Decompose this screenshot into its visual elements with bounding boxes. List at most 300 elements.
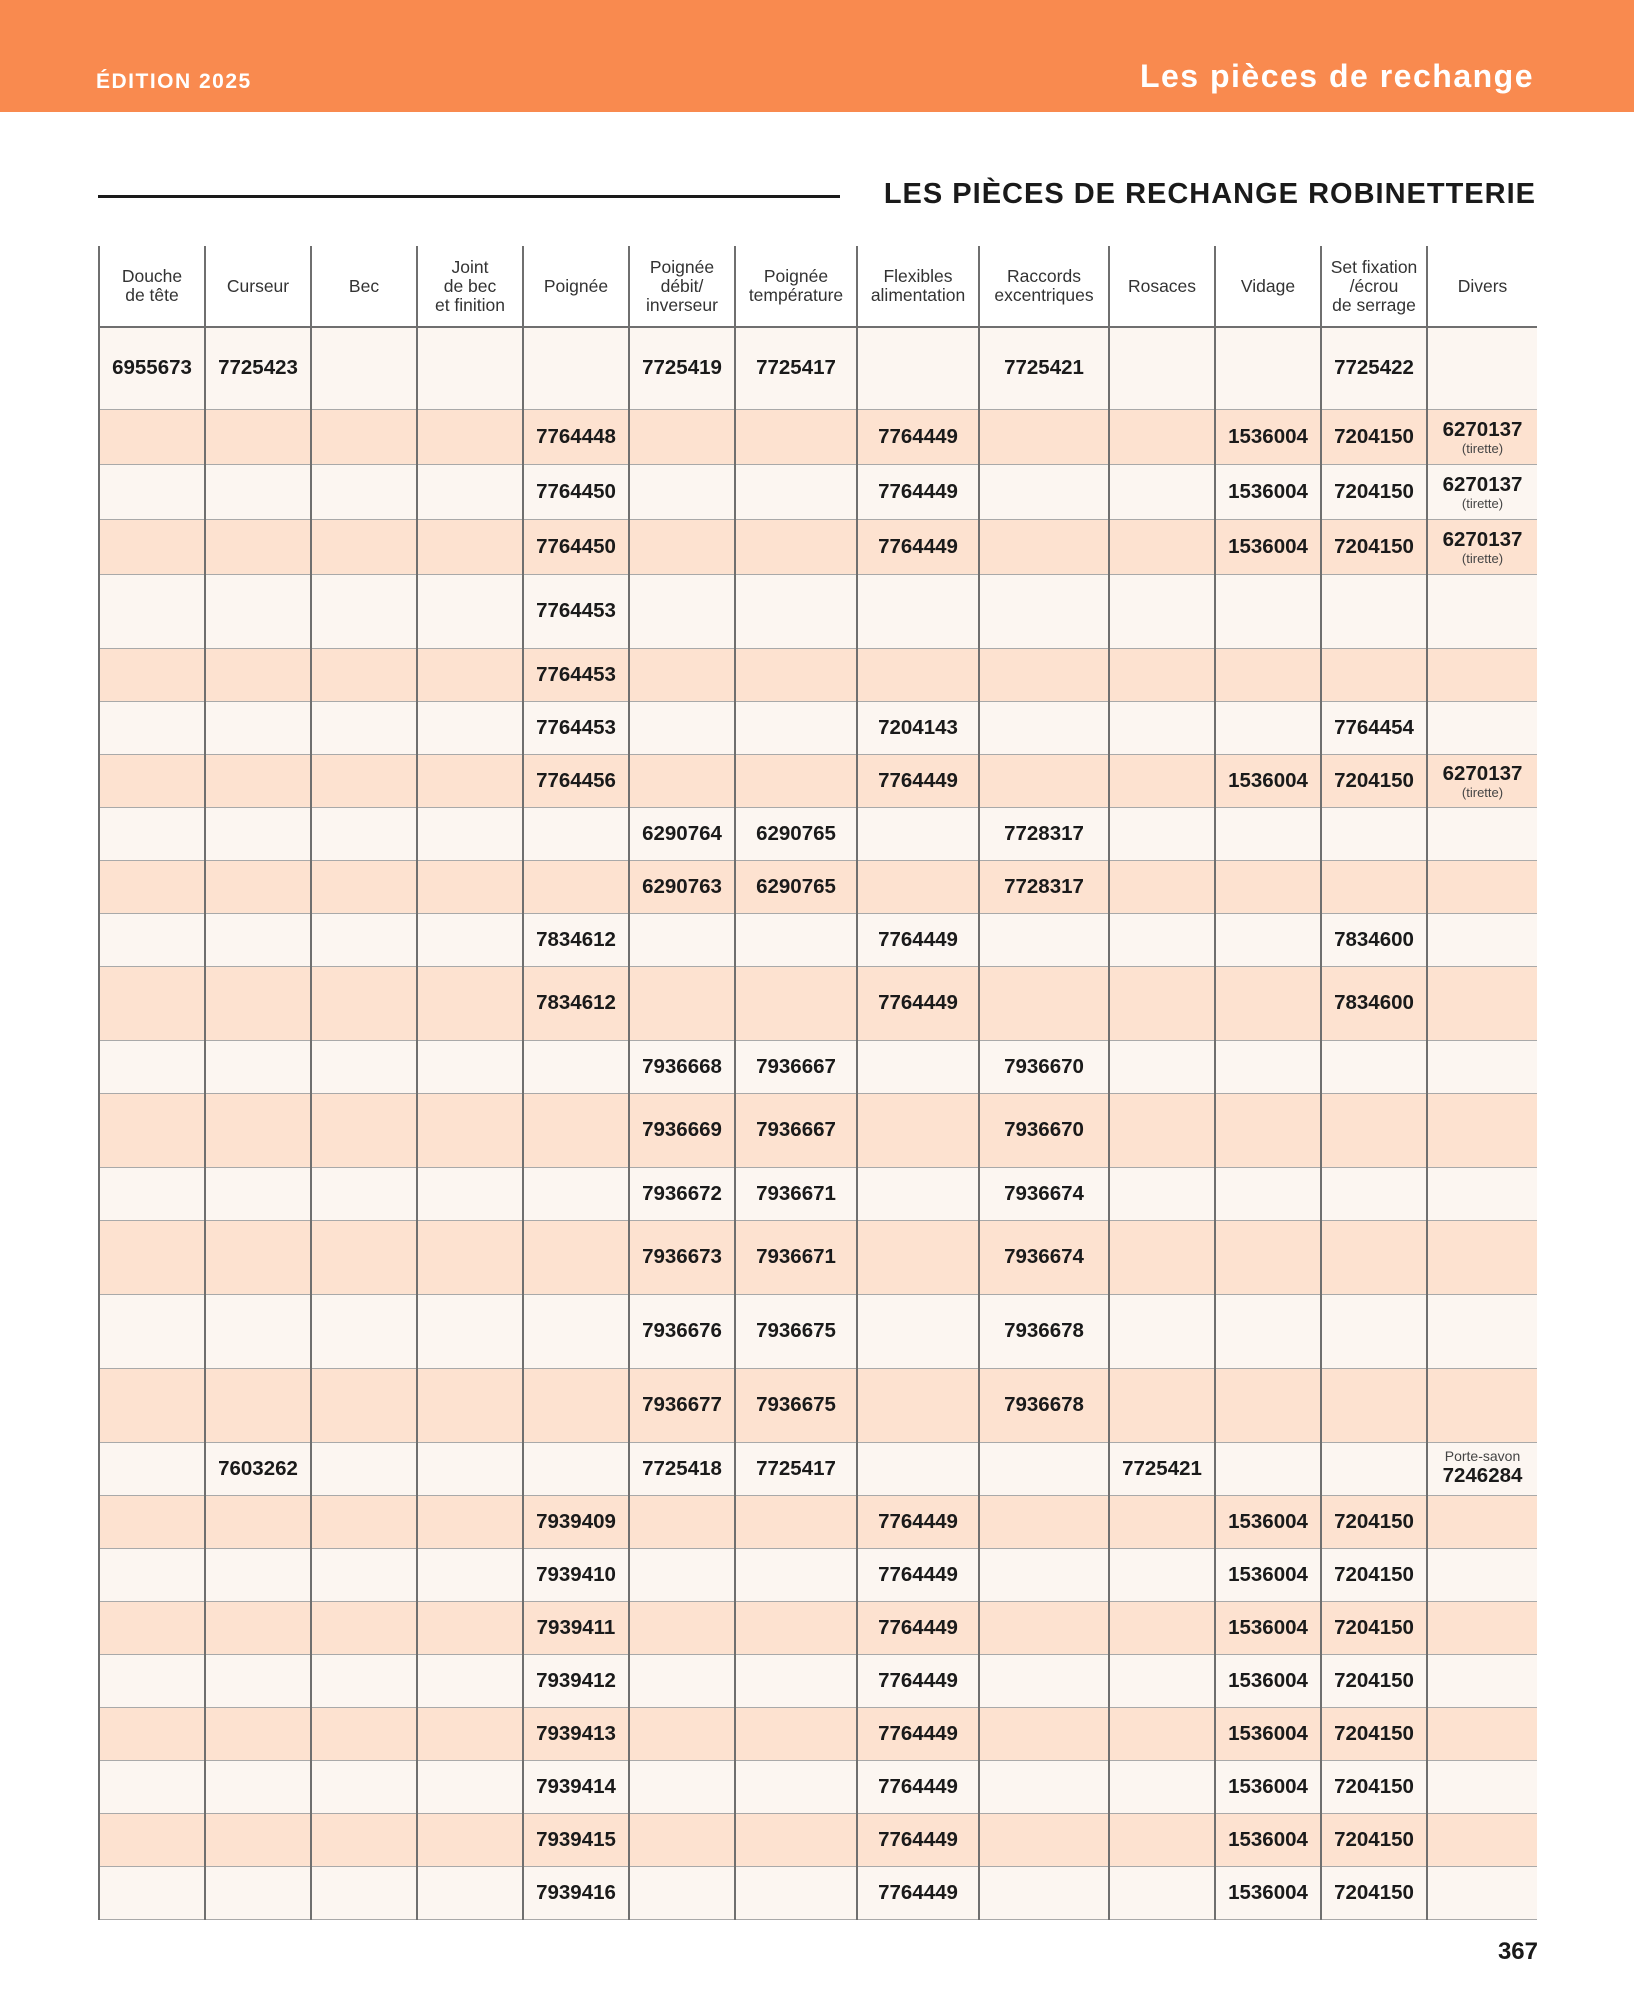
table-cell (1215, 913, 1321, 966)
table-cell (629, 966, 735, 1040)
table-row (99, 464, 1537, 519)
table-cell (857, 1040, 979, 1093)
table-cell (1321, 1093, 1427, 1167)
table-cell (1109, 327, 1215, 409)
table-cell (629, 1548, 735, 1601)
table-cell (629, 913, 735, 966)
table-cell (857, 574, 979, 648)
table-cell: 7936675 (735, 1368, 857, 1442)
table-cell (311, 1220, 417, 1294)
column-header (979, 246, 1109, 327)
table-cell: 7764449 (857, 1813, 979, 1866)
table-cell (1321, 1167, 1427, 1220)
column-header-line: Douche (121, 266, 183, 286)
table-cell: 1536004 (1215, 1654, 1321, 1707)
table-cell (735, 1654, 857, 1707)
table-cell (735, 1813, 857, 1866)
table-cell (205, 1654, 311, 1707)
table-cell (417, 1495, 523, 1548)
table-cell: 7939415 (523, 1813, 629, 1866)
column-header (99, 246, 205, 327)
table-row (99, 754, 1537, 807)
table-cell (99, 1093, 205, 1167)
table-row (99, 1654, 1537, 1707)
table-cell (99, 1294, 205, 1368)
table-cell (857, 807, 979, 860)
table-cell: 7603262 (205, 1442, 311, 1495)
divers-code: 6270137 (1442, 418, 1523, 441)
column-header (1427, 246, 1537, 327)
table-cell (311, 1093, 417, 1167)
table-cell (417, 1368, 523, 1442)
table-row (99, 1548, 1537, 1601)
table-cell (1215, 648, 1321, 701)
table-cell (205, 1760, 311, 1813)
table-cell: 7936676 (629, 1294, 735, 1368)
table-cell (99, 1601, 205, 1654)
table-cell (979, 574, 1109, 648)
column-header (311, 246, 417, 327)
table-cell (1321, 574, 1427, 648)
column-header-line: Poignée (543, 275, 609, 296)
table-cell (523, 1040, 629, 1093)
table-cell: 7204150 (1321, 1813, 1427, 1866)
edition-label: ÉDITION 2025 (96, 70, 252, 93)
table-cell (1109, 1813, 1215, 1866)
table-body (99, 327, 1537, 1919)
table-row (99, 701, 1537, 754)
table-cell (1109, 1548, 1215, 1601)
table-cell (417, 574, 523, 648)
table-row (99, 1220, 1537, 1294)
table-cell (629, 1707, 735, 1760)
table-cell: 7936673 (629, 1220, 735, 1294)
table-cell: 6290764 (629, 807, 735, 860)
table-cell (1109, 1760, 1215, 1813)
table-cell (979, 701, 1109, 754)
table-cell: 7728317 (979, 807, 1109, 860)
table-cell (99, 519, 205, 574)
table-cell: 7725423 (205, 327, 311, 409)
table-cell: 7936675 (735, 1294, 857, 1368)
table-cell (99, 1442, 205, 1495)
table-cell: 7204150 (1321, 1495, 1427, 1548)
column-header-line: de tête (125, 285, 179, 305)
table-cell: 7204143 (857, 701, 979, 754)
table-cell (1109, 1601, 1215, 1654)
table-cell (311, 1813, 417, 1866)
table-cell: 7936672 (629, 1167, 735, 1220)
table-cell (417, 1167, 523, 1220)
table-cell: 7764456 (523, 754, 629, 807)
table-cell (979, 1548, 1109, 1601)
column-header (417, 246, 523, 327)
column-header-line: de bec (443, 275, 497, 296)
table-cell: 7764449 (857, 966, 979, 1040)
table-cell (1215, 860, 1321, 913)
table-cell (205, 1368, 311, 1442)
column-header-line: alimentation (870, 285, 966, 305)
table-cell (1215, 1442, 1321, 1495)
table-cell: 7204150 (1321, 754, 1427, 807)
table-cell (1109, 1294, 1215, 1368)
table-cell (311, 1167, 417, 1220)
divers-code: 6270137 (1442, 762, 1523, 785)
table-cell (99, 860, 205, 913)
divers-code: 6270137 (1442, 473, 1523, 496)
table-cell (417, 1760, 523, 1813)
table-row (99, 1707, 1537, 1760)
table-row (99, 648, 1537, 701)
table-cell (1321, 807, 1427, 860)
table-cell (1427, 807, 1537, 860)
table-cell: 7204150 (1321, 1707, 1427, 1760)
table-cell (205, 913, 311, 966)
table-cell (979, 1495, 1109, 1548)
column-header (857, 246, 979, 327)
table-cell: 7725422 (1321, 327, 1427, 409)
table-cell: 7764450 (523, 464, 629, 519)
table-cell: 7939411 (523, 1601, 629, 1654)
table-cell: 7764449 (857, 1601, 979, 1654)
table-cell (1427, 574, 1537, 648)
table-cell (1427, 1167, 1537, 1220)
table-cell (417, 1813, 523, 1866)
table-cell (311, 1548, 417, 1601)
table-cell: 7936678 (979, 1294, 1109, 1368)
table-cell: 7764449 (857, 1760, 979, 1813)
column-header-line: inverseur (646, 294, 718, 315)
table-cell (99, 574, 205, 648)
table-cell (205, 1040, 311, 1093)
section-title: Les pièces de rechange (1139, 58, 1534, 94)
table-row (99, 807, 1537, 860)
table-cell (417, 464, 523, 519)
table-cell (417, 1040, 523, 1093)
table-cell (735, 464, 857, 519)
table-cell (205, 754, 311, 807)
divers-code: 7246284 (1442, 1464, 1523, 1487)
table-cell (417, 519, 523, 574)
table-cell (857, 327, 979, 409)
table-cell (99, 807, 205, 860)
table-cell (523, 1294, 629, 1368)
table-cell (1109, 1495, 1215, 1548)
table-cell (205, 701, 311, 754)
table-cell (1109, 1866, 1215, 1919)
table-cell (311, 860, 417, 913)
table-cell (99, 409, 205, 464)
table-cell: 7936671 (735, 1220, 857, 1294)
table-cell (1215, 807, 1321, 860)
table-cell (205, 1220, 311, 1294)
table-cell: 7764449 (857, 1866, 979, 1919)
table-cell (1427, 1654, 1537, 1707)
table-cell: 7204150 (1321, 1654, 1427, 1707)
table-cell (417, 409, 523, 464)
table-cell (99, 464, 205, 519)
table-cell (205, 574, 311, 648)
table-cell (417, 913, 523, 966)
table-cell (205, 648, 311, 701)
table-cell (205, 519, 311, 574)
column-header-line: Raccords (1007, 266, 1081, 286)
table-cell: 6290763 (629, 860, 735, 913)
table-cell (979, 1654, 1109, 1707)
table-cell (979, 1866, 1109, 1919)
table-cell (1109, 1654, 1215, 1707)
table-row (99, 574, 1537, 648)
table-cell (1215, 1167, 1321, 1220)
table-cell (99, 1495, 205, 1548)
table-cell (1427, 860, 1537, 913)
table-cell (417, 1548, 523, 1601)
table-cell (311, 464, 417, 519)
table-cell (99, 913, 205, 966)
table-cell (629, 519, 735, 574)
column-header-line: Poignée (649, 256, 715, 277)
table-cell (857, 1442, 979, 1495)
table-cell (523, 860, 629, 913)
table-cell (1427, 1294, 1537, 1368)
table-row (99, 409, 1537, 464)
table-cell: 7764449 (857, 519, 979, 574)
table-cell (99, 701, 205, 754)
header-band (0, 0, 1634, 112)
table-cell (979, 1813, 1109, 1866)
table-cell: 7764454 (1321, 701, 1427, 754)
column-header (735, 246, 857, 327)
table-cell (1109, 1167, 1215, 1220)
table-cell (311, 409, 417, 464)
table-cell (311, 1760, 417, 1813)
table-cell (735, 754, 857, 807)
table-cell (205, 1093, 311, 1167)
table-cell (99, 648, 205, 701)
table-cell (979, 754, 1109, 807)
table-cell (417, 648, 523, 701)
table-cell (311, 1040, 417, 1093)
table-cell: 7936667 (735, 1040, 857, 1093)
table-cell (735, 966, 857, 1040)
divers-note: (tirette) (1461, 441, 1504, 456)
table-cell (629, 1866, 735, 1919)
table-cell: 7764449 (857, 409, 979, 464)
table-cell (311, 574, 417, 648)
table-cell (735, 1495, 857, 1548)
table-cell (205, 807, 311, 860)
column-header-line: température (748, 285, 844, 305)
table-cell (523, 327, 629, 409)
column-header-line: Rosaces (1127, 275, 1197, 296)
table-cell (1109, 464, 1215, 519)
table-cell (205, 1548, 311, 1601)
table-cell (1427, 1760, 1537, 1813)
table-cell: 7764448 (523, 409, 629, 464)
table-cell (417, 807, 523, 860)
column-header-line: Set fixation (1330, 256, 1418, 277)
table-cell (1215, 327, 1321, 409)
table-cell (1109, 966, 1215, 1040)
table-cell: 1536004 (1215, 409, 1321, 464)
table-cell (629, 1495, 735, 1548)
table-cell (1109, 1040, 1215, 1093)
table-cell (979, 1760, 1109, 1813)
table-cell (857, 1294, 979, 1368)
table-cell: 7936670 (979, 1093, 1109, 1167)
divers-prefix: Porte-savon (1444, 1448, 1521, 1464)
table-cell: 7725417 (735, 1442, 857, 1495)
table-cell: 7939412 (523, 1654, 629, 1707)
table-cell (1427, 754, 1537, 807)
table-cell (979, 409, 1109, 464)
table-cell (979, 464, 1109, 519)
table-cell: 7936671 (735, 1167, 857, 1220)
table-row (99, 860, 1537, 913)
table-cell (311, 701, 417, 754)
table-cell (857, 648, 979, 701)
table-row (99, 1601, 1537, 1654)
table-cell (1109, 913, 1215, 966)
table-cell (99, 754, 205, 807)
table-cell (523, 807, 629, 860)
table-cell: 7936669 (629, 1093, 735, 1167)
table-cell (1109, 1220, 1215, 1294)
table-cell (857, 1220, 979, 1294)
table-cell (205, 464, 311, 519)
table-cell (1321, 1220, 1427, 1294)
table-cell (99, 1220, 205, 1294)
table-cell (1109, 1093, 1215, 1167)
table-cell (735, 1866, 857, 1919)
table-cell (417, 1654, 523, 1707)
table-cell (311, 913, 417, 966)
table-cell (417, 1442, 523, 1495)
table-cell: 7764453 (523, 574, 629, 648)
table-cell (1427, 464, 1537, 519)
table-cell (979, 519, 1109, 574)
table-cell (857, 860, 979, 913)
table-row (99, 1442, 1537, 1495)
table-cell (417, 1220, 523, 1294)
table-cell: 6955673 (99, 327, 205, 409)
table-cell (205, 1601, 311, 1654)
table-cell (311, 1368, 417, 1442)
table-cell: 7939414 (523, 1760, 629, 1813)
table-cell: 7204150 (1321, 1548, 1427, 1601)
table-cell (417, 860, 523, 913)
table-cell (735, 701, 857, 754)
table-cell (417, 1707, 523, 1760)
table-cell (629, 701, 735, 754)
column-header-line: de serrage (1332, 294, 1416, 315)
table-cell (1109, 1368, 1215, 1442)
table-cell (1427, 1495, 1537, 1548)
table-cell: 1536004 (1215, 1495, 1321, 1548)
table-cell (311, 327, 417, 409)
table-cell (417, 1294, 523, 1368)
column-header (1215, 246, 1321, 327)
column-header-line: Bec (348, 275, 380, 296)
column-header-line: et finition (434, 294, 506, 315)
table-cell (1427, 327, 1537, 409)
table-cell (629, 574, 735, 648)
table-cell (205, 1294, 311, 1368)
table-cell (1215, 1294, 1321, 1368)
table-row (99, 1040, 1537, 1093)
table-cell: 7939416 (523, 1866, 629, 1919)
table-cell (1427, 1040, 1537, 1093)
table-cell (1427, 913, 1537, 966)
table-cell: 7764449 (857, 1654, 979, 1707)
table-cell (523, 1093, 629, 1167)
table-cell (1321, 1368, 1427, 1442)
table-cell: 1536004 (1215, 1601, 1321, 1654)
table-row (99, 1093, 1537, 1167)
table-cell (1215, 701, 1321, 754)
table-cell: 6290765 (735, 807, 857, 860)
table-cell (311, 1866, 417, 1919)
column-header (629, 246, 735, 327)
table-cell (1109, 754, 1215, 807)
table-cell (735, 1760, 857, 1813)
table-cell (735, 1548, 857, 1601)
table-cell (1427, 409, 1537, 464)
table-cell (979, 1707, 1109, 1760)
table-cell (1215, 966, 1321, 1040)
table-cell (417, 1093, 523, 1167)
table-cell (311, 1495, 417, 1548)
table-cell (99, 1368, 205, 1442)
table-cell: 1536004 (1215, 1866, 1321, 1919)
table-cell: 7834612 (523, 966, 629, 1040)
table-cell (205, 1813, 311, 1866)
table-cell (1109, 1707, 1215, 1760)
table-cell (523, 1442, 629, 1495)
table-cell (99, 1654, 205, 1707)
table-row (99, 913, 1537, 966)
table-cell (1427, 1813, 1537, 1866)
table-cell (1215, 1220, 1321, 1294)
table-cell (1427, 1866, 1537, 1919)
table-cell: 7725421 (1109, 1442, 1215, 1495)
table-cell: 7725419 (629, 327, 735, 409)
table-cell (735, 1707, 857, 1760)
table-cell (1215, 574, 1321, 648)
table-cell (311, 807, 417, 860)
table-cell (1427, 1220, 1537, 1294)
table-cell (99, 1548, 205, 1601)
table-cell (1427, 1442, 1537, 1495)
table-cell: 7764453 (523, 648, 629, 701)
table-cell (1321, 1294, 1427, 1368)
table-cell (1109, 574, 1215, 648)
table-cell (99, 966, 205, 1040)
table-cell (99, 1707, 205, 1760)
table-cell (735, 409, 857, 464)
table-cell (629, 1601, 735, 1654)
table-cell: 7764449 (857, 464, 979, 519)
table-cell (1321, 648, 1427, 701)
table-cell: 7725417 (735, 327, 857, 409)
table-cell (311, 1654, 417, 1707)
page-heading: LES PIÈCES DE RECHANGE ROBINETTERIE (883, 178, 1536, 210)
table-cell (205, 966, 311, 1040)
table-cell (311, 648, 417, 701)
column-header (1321, 246, 1427, 327)
table-cell (99, 1813, 205, 1866)
table-cell: 7939410 (523, 1548, 629, 1601)
